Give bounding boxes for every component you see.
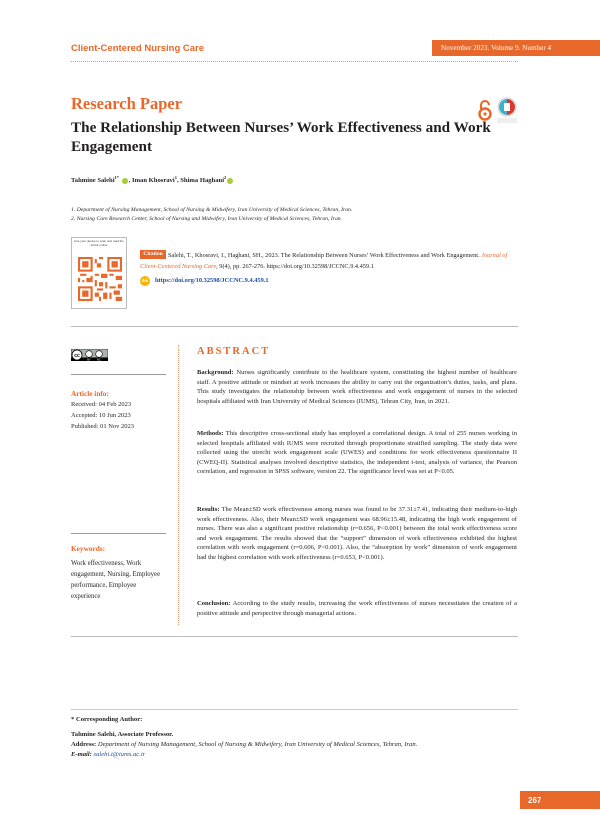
corresponding-email: E-mail: salehi.t@iums.ac.ir [71, 751, 146, 758]
abstract-conclusion: Conclusion: According to the study results, increasing the work effectiveness of nurses necessitates the creation of a positive attitude and perspective through managerial actions. [197, 600, 517, 617]
author-name[interactable]: Iman Khosravi [132, 177, 175, 185]
keywords-list: Work effectiveness, Work engagement, Nursing, Employee performance, Employee experience [71, 560, 161, 600]
affiliation: 2. Nursing Care Research Center, School of Nursing and Midwifery, Iran University of Medical Sciences, Tehran, Iran. [71, 216, 343, 222]
corresponding-address: Address: Department of Nursing Management, School of Nursing & Midwifery, Iran University of Medical Sciences, Tehran, Iran. [71, 741, 418, 748]
section-divider [71, 636, 518, 637]
keywords-heading: Keywords: [71, 544, 106, 553]
published-date: Published: 01 Nov 2023 [71, 423, 135, 430]
qr-caption: Use your device to scan and read the article online [74, 239, 124, 247]
doi-icon: doi [140, 276, 150, 286]
abstract-methods: Methods: This descriptive cross-sectional study has employed a correlational design. A total of 255 nurses working in selected hospitals affiliated with IUMS were recruited through proportionate stratified sampling. The study data were collected using the utrecht work engagement scale (UWES) and conditions for work effectiveness questionnaire II (CWEQ-II). Statistical analyses involved descriptive statistics, the independent t-test, analysis of variance, the Pearson correlation, and regression in SPSS software, version 22. The significance level was set at P<0.05. [197, 430, 517, 476]
sidebar-divider [71, 533, 166, 534]
journal-name: Client-Centered Nursing Care [71, 43, 205, 54]
author-name[interactable]: Tahmine Salehi [71, 177, 115, 185]
orcid-icon[interactable] [227, 178, 233, 184]
article-title: The Relationship Between Nurses’ Work Effectiveness and Work Engagement [71, 119, 491, 155]
svg-text:BY: BY [87, 358, 91, 361]
cc-by-nc-icon[interactable] [71, 349, 108, 361]
issue-info: November 2023. Volume 9. Number 4 [432, 40, 600, 56]
sidebar-divider [71, 374, 166, 375]
article-type: Research Paper [71, 94, 183, 113]
doi-link[interactable]: https://doi.org/10.32598/JCCNC.9.4.459.1 [155, 277, 269, 284]
citation-badge: Citation [140, 250, 166, 259]
page-number: 267 [528, 796, 542, 805]
svg-text:NC: NC [97, 358, 101, 361]
accepted-date: Accepted: 10 Jun 2023 [71, 412, 131, 419]
received-date: Received: 04 Feb 2023 [71, 401, 132, 408]
svg-text:cc: cc [74, 353, 80, 359]
corresponding-heading: * Corresponding Author: [71, 716, 143, 723]
open-access-icon [477, 99, 493, 121]
abstract-heading: ABSTRACT [197, 346, 271, 357]
author-name[interactable]: Shima Haghani [180, 177, 225, 185]
column-separator [178, 345, 179, 625]
section-divider [71, 326, 518, 327]
affiliation: 1. Department of Nursing Management, School of Nursing & Midwifery, Iran University of Medical Sciences, Tehran, Iran. [71, 207, 353, 213]
crossmark-icon[interactable] [497, 97, 517, 124]
header-divider [71, 61, 518, 62]
author-list: Tahmine Salehi$^{1*}$ , Iman Khosravi$^1$, Shima Haghani$^2$ [71, 175, 234, 184]
qr-code-icon [78, 257, 122, 301]
orcid-icon[interactable] [122, 178, 128, 184]
abstract-results: Results: The Mean±SD work effectiveness among nurses was found to be 37.31±7.41, indicating their medium-to-high work effectiveness. Also, their Mean±SD work engagement was 68.96±15.48, indicating the high work engagement of nurses. There was also a significant positive relationship (r=0.656, P<0.001) between the total work effectiveness score and work engagement. The results showed that the “support” dimension of work effectiveness exhibited the highest correlation with work engagement (r=0.606, P<0.001). Also, the “absorption by work” dimension of work engagement had the highest correlation with work effectiveness (r=0.653, P<0.001). [197, 506, 517, 561]
article-info-heading: Article info: [71, 389, 109, 398]
footnote-divider [71, 709, 518, 710]
corresponding-name: Tahmine Salehi, Associate Professor. [71, 731, 174, 738]
citation-text: Salehi, T., Khosravi, I., Haghani, SH., 2023. The Relationship Between Nurses’ Work Effectiveness and Work Engagement. Journal of Client-Centered Nursing Care, 9(4), pp. 267-276. https://doi.org/10.32598/JCCNC.9.4.459.1 [140, 252, 508, 270]
qr-code-box[interactable] [71, 237, 127, 309]
abstract-background: Background: Nurses significantly contribute to the healthcare system, constituting the highest number of healthcare staff. A positive attitude or mindset at work increases the ability to carry out the organization’s duties, tasks, and plans. This study investigates the relationship between work effectiveness and work engagement of nurses in the selected hospitals affiliated with Iran University of Medical Sciences (IUMS), Tehran City, Iran, in 2021. [197, 369, 517, 405]
